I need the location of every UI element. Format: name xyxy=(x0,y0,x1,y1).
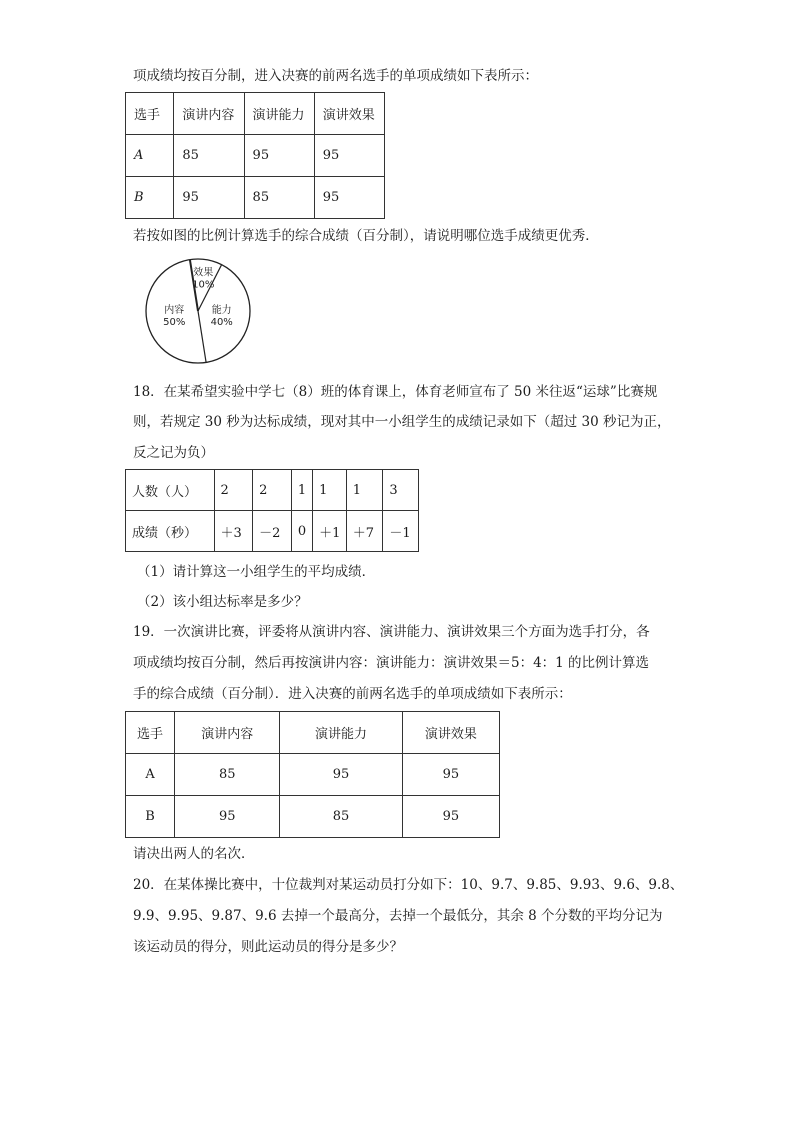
table-cell: 3 xyxy=(383,470,419,511)
q17-score-table xyxy=(125,92,385,219)
pie-slice-value: 40% xyxy=(210,316,233,328)
table-cell: 0 xyxy=(291,511,312,552)
pie-slice-value: 10% xyxy=(192,279,215,291)
q17-question: 若按如图的比例计算选手的综合成绩（百分制），请说明哪位选手成绩更优秀． xyxy=(133,228,599,244)
table-row xyxy=(126,511,419,552)
table-cell: 95 xyxy=(175,796,280,838)
table-row xyxy=(126,470,419,511)
q19-text-line3: 手的综合成绩（百分制）．进入决赛的前两名选手的单项成绩如下表所示： xyxy=(133,686,572,702)
pie-slice-value: 50% xyxy=(163,316,186,328)
pie-chart xyxy=(143,256,253,366)
table-row xyxy=(126,754,500,796)
table-row xyxy=(126,177,385,219)
row-header-cell: 成绩（秒） xyxy=(126,511,215,552)
pie-slice-label: 能力 xyxy=(211,304,232,316)
table-cell: 95 xyxy=(314,177,384,219)
table-cell: 85 xyxy=(174,135,244,177)
q19-question: 请决出两人的名次． xyxy=(133,846,255,862)
table-cell: 95 xyxy=(280,754,402,796)
table-cell: 95 xyxy=(402,754,499,796)
table-cell: A xyxy=(126,135,174,177)
table-cell: 95 xyxy=(402,796,499,838)
q20-text-line3: 该运动员的得分，则此运动员的得分是多少？ xyxy=(133,939,403,955)
header-cell: 选手 xyxy=(126,712,175,754)
q18-sub1: （1）请计算这一小组学生的平均成绩． xyxy=(137,564,376,580)
table-cell: 95 xyxy=(244,135,314,177)
pie-slice-label: 内容 xyxy=(164,304,185,316)
header-cell: 选手 xyxy=(126,93,174,135)
table-cell: 2 xyxy=(253,470,292,511)
q18-sub2: （2）该小组达标率是多少？ xyxy=(137,594,308,610)
pie-slice-label: 效果 xyxy=(193,267,214,279)
q19-score-table xyxy=(125,711,500,838)
table-cell: －1 xyxy=(383,511,419,552)
q17-intro: 项成绩均按百分制，进入决赛的前两名选手的单项成绩如下表所示： xyxy=(133,68,538,84)
header-cell: 演讲能力 xyxy=(280,712,402,754)
table-cell: 85 xyxy=(175,754,280,796)
table-header-row xyxy=(126,93,385,135)
q20-text-line1: 20．在某体操比赛中，十位裁判对某运动员打分如下：10、9.7、9.85、9.93、9.6、9.8、 xyxy=(133,877,684,893)
header-cell: 演讲效果 xyxy=(314,93,384,135)
table-cell: 1 xyxy=(313,470,347,511)
table-cell: 95 xyxy=(174,177,244,219)
table-cell: ＋7 xyxy=(346,511,383,552)
q18-text-line2: 则，若规定 30 秒为达标成绩，现对其中一小组学生的成绩记录如下（超过 30 秒记为正， xyxy=(133,414,671,430)
table-cell: 2 xyxy=(214,470,253,511)
table-cell: 1 xyxy=(291,470,312,511)
table-cell: ＋1 xyxy=(313,511,347,552)
q18-text-line1: 18．在某希望实验中学七（8）班的体育课上，体育老师宣布了 50 米往返“运球”比赛规 xyxy=(133,384,658,400)
row-header-cell: 人数（人） xyxy=(126,470,215,511)
table-header-row xyxy=(126,712,500,754)
q19-text-line2: 项成绩均按百分制，然后再按演讲内容：演讲能力：演讲效果＝5：4：1 的比例计算选 xyxy=(133,655,650,671)
header-cell: 演讲效果 xyxy=(402,712,499,754)
table-cell: ＋3 xyxy=(214,511,253,552)
table-cell: B xyxy=(126,796,175,838)
q18-text-line3: 反之记为负） xyxy=(133,445,214,461)
q19-text-line1: 19．一次演讲比赛，评委将从演讲内容、演讲能力、演讲效果三个方面为选手打分，各 xyxy=(133,624,650,640)
table-row xyxy=(126,135,385,177)
header-cell: 演讲内容 xyxy=(174,93,244,135)
table-row xyxy=(126,796,500,838)
table-cell: 85 xyxy=(244,177,314,219)
q18-result-table xyxy=(125,469,419,552)
header-cell: 演讲内容 xyxy=(175,712,280,754)
table-cell: A xyxy=(126,754,175,796)
table-cell: －2 xyxy=(253,511,292,552)
q20-text-line2: 9.9、9.95、9.87、9.6 去掉一个最高分，去掉一个最低分，其余 8 个分数的平均分记为 xyxy=(133,908,663,924)
header-cell: 演讲能力 xyxy=(244,93,314,135)
table-cell: 95 xyxy=(314,135,384,177)
table-cell: 1 xyxy=(346,470,383,511)
table-cell: 85 xyxy=(280,796,402,838)
table-cell: B xyxy=(126,177,174,219)
